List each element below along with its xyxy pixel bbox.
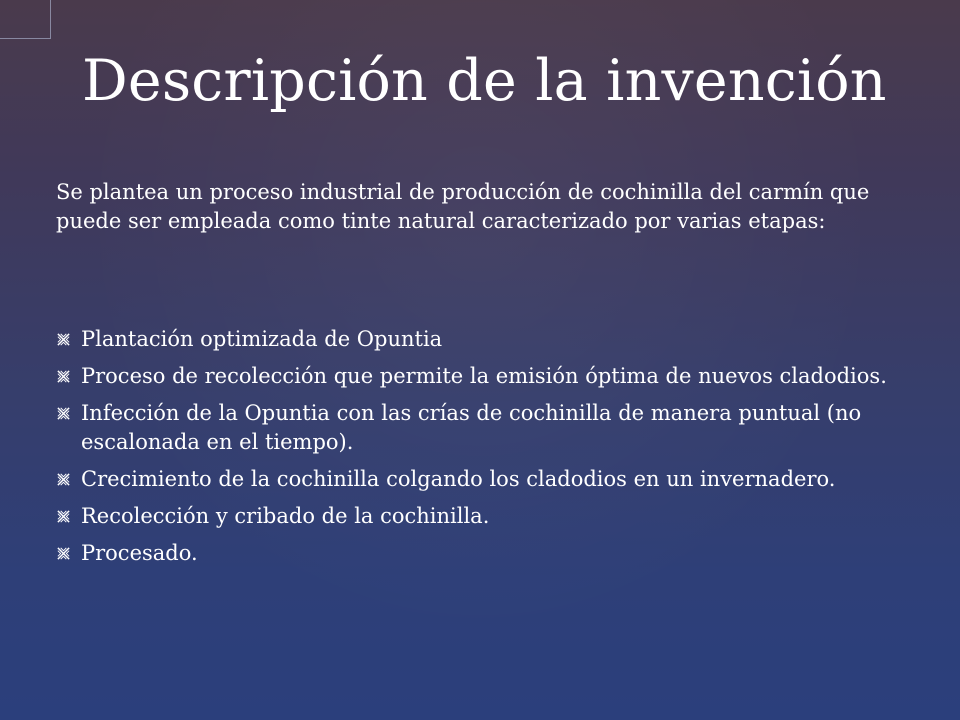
list-item xyxy=(56,465,896,494)
corner-frame-decoration xyxy=(0,0,51,39)
slide-title: Descripción de la invención xyxy=(82,48,887,114)
x-cross-icon xyxy=(56,472,71,487)
list-item xyxy=(56,325,896,354)
x-cross-icon xyxy=(56,369,71,384)
list-item xyxy=(56,362,896,391)
list-item xyxy=(56,539,896,568)
x-cross-icon xyxy=(56,509,71,524)
steps-list xyxy=(56,325,896,576)
step-text: Procesado. xyxy=(81,541,198,565)
step-text: Proceso de recolección que permite la emisión óptima de nuevos cladodios. xyxy=(81,364,887,388)
x-cross-icon xyxy=(56,406,71,421)
step-text: Plantación optimizada de Opuntia xyxy=(81,327,443,351)
x-cross-icon xyxy=(56,546,71,561)
step-text: Crecimiento de la cochinilla colgando los cladodios en un invernadero. xyxy=(81,467,836,491)
list-item xyxy=(56,399,896,457)
step-text: Recolección y cribado de la cochinilla. xyxy=(81,504,490,528)
x-cross-icon xyxy=(56,332,71,347)
intro-paragraph: Se plantea un proceso industrial de producción de cochinilla del carmín que puede ser empleada como tinte natural caracterizado por varias etapas: xyxy=(56,180,870,233)
list-item xyxy=(56,502,896,531)
step-text: Infección de la Opuntia con las crías de cochinilla de manera puntual (no escalonada en el tiempo). xyxy=(81,401,862,454)
